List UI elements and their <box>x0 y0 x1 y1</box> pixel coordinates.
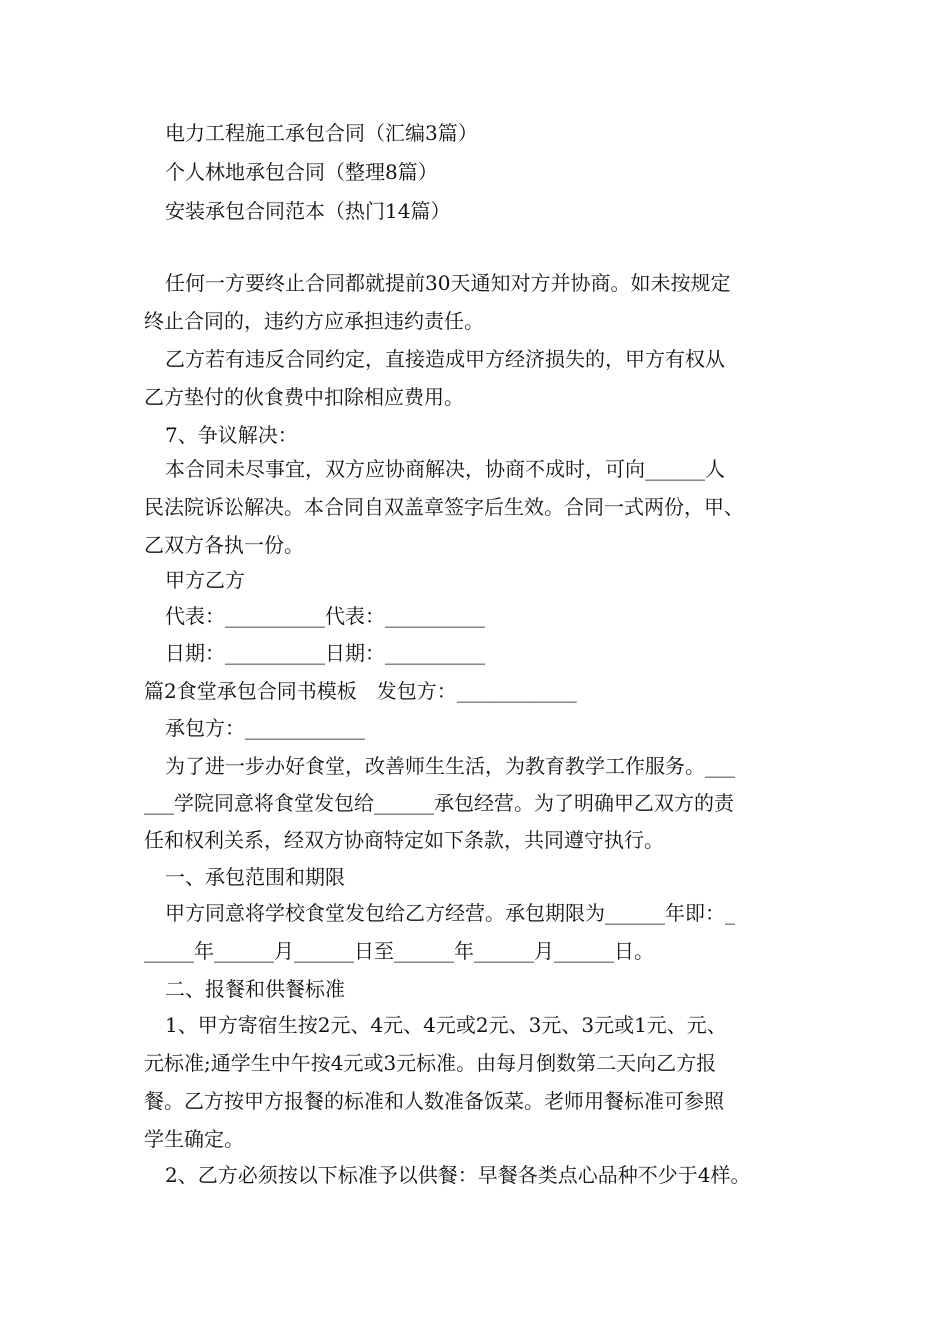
paragraph-line: 乙方垫付的伙食费中扣除相应费用。 <box>144 385 464 409</box>
related-article-3: 安装承包合同范本（热门14篇） <box>165 199 451 223</box>
section-heading: 一、承包范围和期限 <box>165 865 345 889</box>
paragraph-line: 民法院诉讼解决。本合同自双盖章签字后生效。合同一式两份，甲、 <box>144 495 744 519</box>
paragraph-line: 元标准;通学生中午按4元或3元标准。由每月倒数第二天向乙方报 <box>144 1051 717 1075</box>
section-heading: 二、报餐和供餐标准 <box>165 977 345 1001</box>
paragraph-line: 本合同未尽事宜，双方应协商解决，协商不成时，可向______人 <box>165 457 725 481</box>
related-article-2: 个人林地承包合同（整理8篇） <box>165 160 438 184</box>
paragraph-line: 为了进一步办好食堂，改善师生生活，为教育教学工作服务。___ <box>165 754 735 778</box>
article-title: 篇2食堂承包合同书模板 发包方：____________ <box>144 679 577 703</box>
signature-date: 日期：__________日期：__________ <box>165 641 485 665</box>
paragraph-line: 2、乙方必须按以下标准予以供餐：早餐各类点心品种不少于4样。 <box>165 1163 751 1187</box>
paragraph-line: 乙双方各执一份。 <box>144 533 304 557</box>
contractor-line: 承包方：____________ <box>165 716 365 740</box>
paragraph-line: 1、甲方寄宿生按2元、4元、4元或2元、3元、3元或1元、元、 <box>165 1013 727 1037</box>
section-heading: 7、争议解决： <box>165 423 298 447</box>
related-article-1: 电力工程施工承包合同（汇编3篇） <box>165 121 478 145</box>
signature-parties: 甲方乙方 <box>165 568 245 592</box>
paragraph-line: 乙方若有违反合同约定，直接造成甲方经济损失的，甲方有权从 <box>165 347 725 371</box>
paragraph-line: _____年______月______日至______年______月______日。 <box>144 939 654 963</box>
paragraph-line: 终止合同的，违约方应承担违约责任。 <box>144 309 484 333</box>
paragraph-line: 任和权利关系，经双方协商特定如下条款，共同遵守执行。 <box>144 828 664 852</box>
paragraph-line: 甲方同意将学校食堂发包给乙方经营。承包期限为______年即：_ <box>165 901 735 925</box>
paragraph-line: 任何一方要终止合同都就提前30天通知对方并协商。如未按规定 <box>165 271 731 295</box>
paragraph-line: 学生确定。 <box>144 1127 244 1151</box>
paragraph-line: 餐。乙方按甲方报餐的标准和人数准备饭菜。老师用餐标准可参照 <box>144 1089 724 1113</box>
paragraph-line: ___学院同意将食堂发包给______承包经营。为了明确甲乙双方的责 <box>144 791 734 815</box>
signature-representative: 代表：__________代表：__________ <box>165 604 485 628</box>
